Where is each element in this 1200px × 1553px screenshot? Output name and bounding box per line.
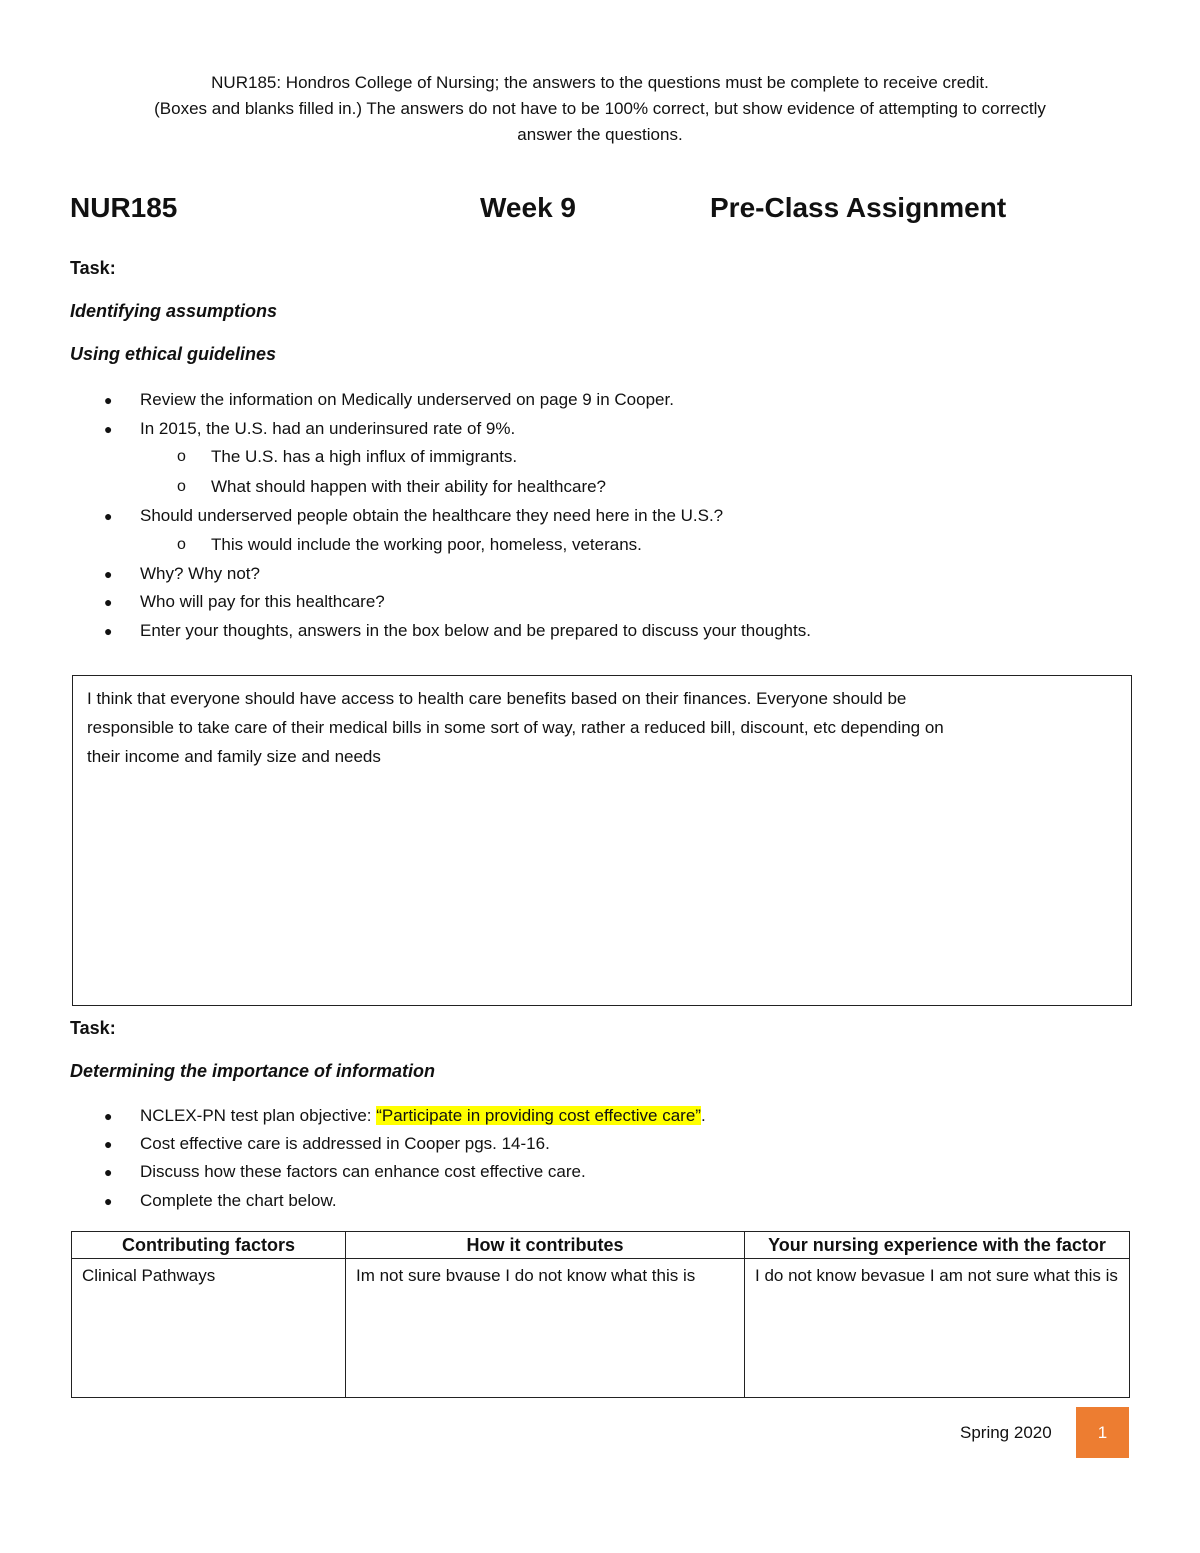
list-item: ● Discuss how these factors can enhance cost effective care. [140,1160,586,1184]
list-item: o What should happen with their ability for healthcare? [211,475,606,499]
list-item: o This would include the working poor, homeless, veterans. [211,533,642,557]
table-cell-contribution[interactable]: Im not sure bvause I do not know what this is [346,1259,745,1398]
sub-bullet-icon: o [177,478,186,495]
bullet-icon: ● [104,1193,113,1209]
answer-line-3: their income and family size and needs [87,747,381,766]
highlighted-objective: “Participate in providing cost effective care” [376,1106,701,1125]
bullet-icon: ● [104,421,113,437]
footer-term: Spring 2020 [960,1423,1052,1442]
week-label: Week 9 [480,192,576,223]
bullet-icon: ● [104,508,113,524]
notice-line-3: answer the questions. [517,125,683,144]
list-item: o The U.S. has a high influx of immigrants. [211,445,517,469]
list-item: ● NCLEX-PN test plan objective: “Participate in providing cost effective care”. [140,1104,706,1128]
bullet-icon: ● [104,623,113,639]
contributing-factors-table [71,1231,1130,1398]
bullet-icon: ● [104,1164,113,1180]
task-subtitle-identifying: Identifying assumptions [70,301,278,321]
notice-line-1: NUR185: Hondros College of Nursing; the answers to the questions must be complete to receive credit. [211,73,989,92]
list-item: ● Cost effective care is addressed in Cooper pgs. 14-16. [140,1132,550,1156]
list-item: ● Complete the chart below. [140,1189,337,1213]
table-cell-factor[interactable]: Clinical Pathways [72,1259,346,1398]
sub-bullet-icon: o [177,536,186,553]
page-number: 1 [1097,1422,1108,1442]
list-item: ● Who will pay for this healthcare? [140,590,385,614]
task-label-2: Task: [70,1018,116,1038]
notice-line-2: (Boxes and blanks filled in.) The answers do not have to be 100% correct, but show evidence of attempting to correctly [154,99,1046,118]
answer-line-2: responsible to take care of their medical bills in some sort of way, rather a reduced bill, discount, etc depending on [87,718,944,737]
assignment-title: Pre-Class Assignment [710,192,1007,223]
column-header-contributes: How it contributes [346,1232,745,1259]
column-header-experience: Your nursing experience with the factor [745,1232,1130,1259]
answer-line-1: I think that everyone should have access to health care benefits based on their finances. Everyone should be [87,689,907,708]
bullet-icon: ● [104,1108,113,1124]
list-item: ● In 2015, the U.S. had an underinsured rate of 9%. [140,417,515,441]
list-item: ● Should underserved people obtain the healthcare they need here in the U.S.? [140,504,723,528]
bullet-icon: ● [104,392,113,408]
task-label-1: Task: [70,258,116,278]
sub-bullet-icon: o [177,448,186,465]
bullet-icon: ● [104,594,113,610]
bullet-icon: ● [104,1136,113,1152]
answer-box[interactable] [72,675,1132,1006]
course-code: NUR185 [70,192,178,223]
page-number-badge [1076,1407,1129,1458]
list-item: ● Enter your thoughts, answers in the box below and be prepared to discuss your thoughts. [140,619,811,643]
bullet-icon: ● [104,566,113,582]
list-item: ● Review the information on Medically underserved on page 9 in Cooper. [140,388,674,412]
list-item: ● Why? Why not? [140,562,260,586]
table-cell-experience[interactable]: I do not know bevasue I am not sure what this is [745,1259,1130,1398]
table-row [72,1259,1130,1398]
instructions-notice [60,70,1140,148]
task-subtitle-importance: Determining the importance of information [70,1061,436,1081]
column-header-factors: Contributing factors [72,1232,346,1259]
table-header-row [72,1232,1130,1259]
task-subtitle-ethical: Using ethical guidelines [70,344,277,364]
